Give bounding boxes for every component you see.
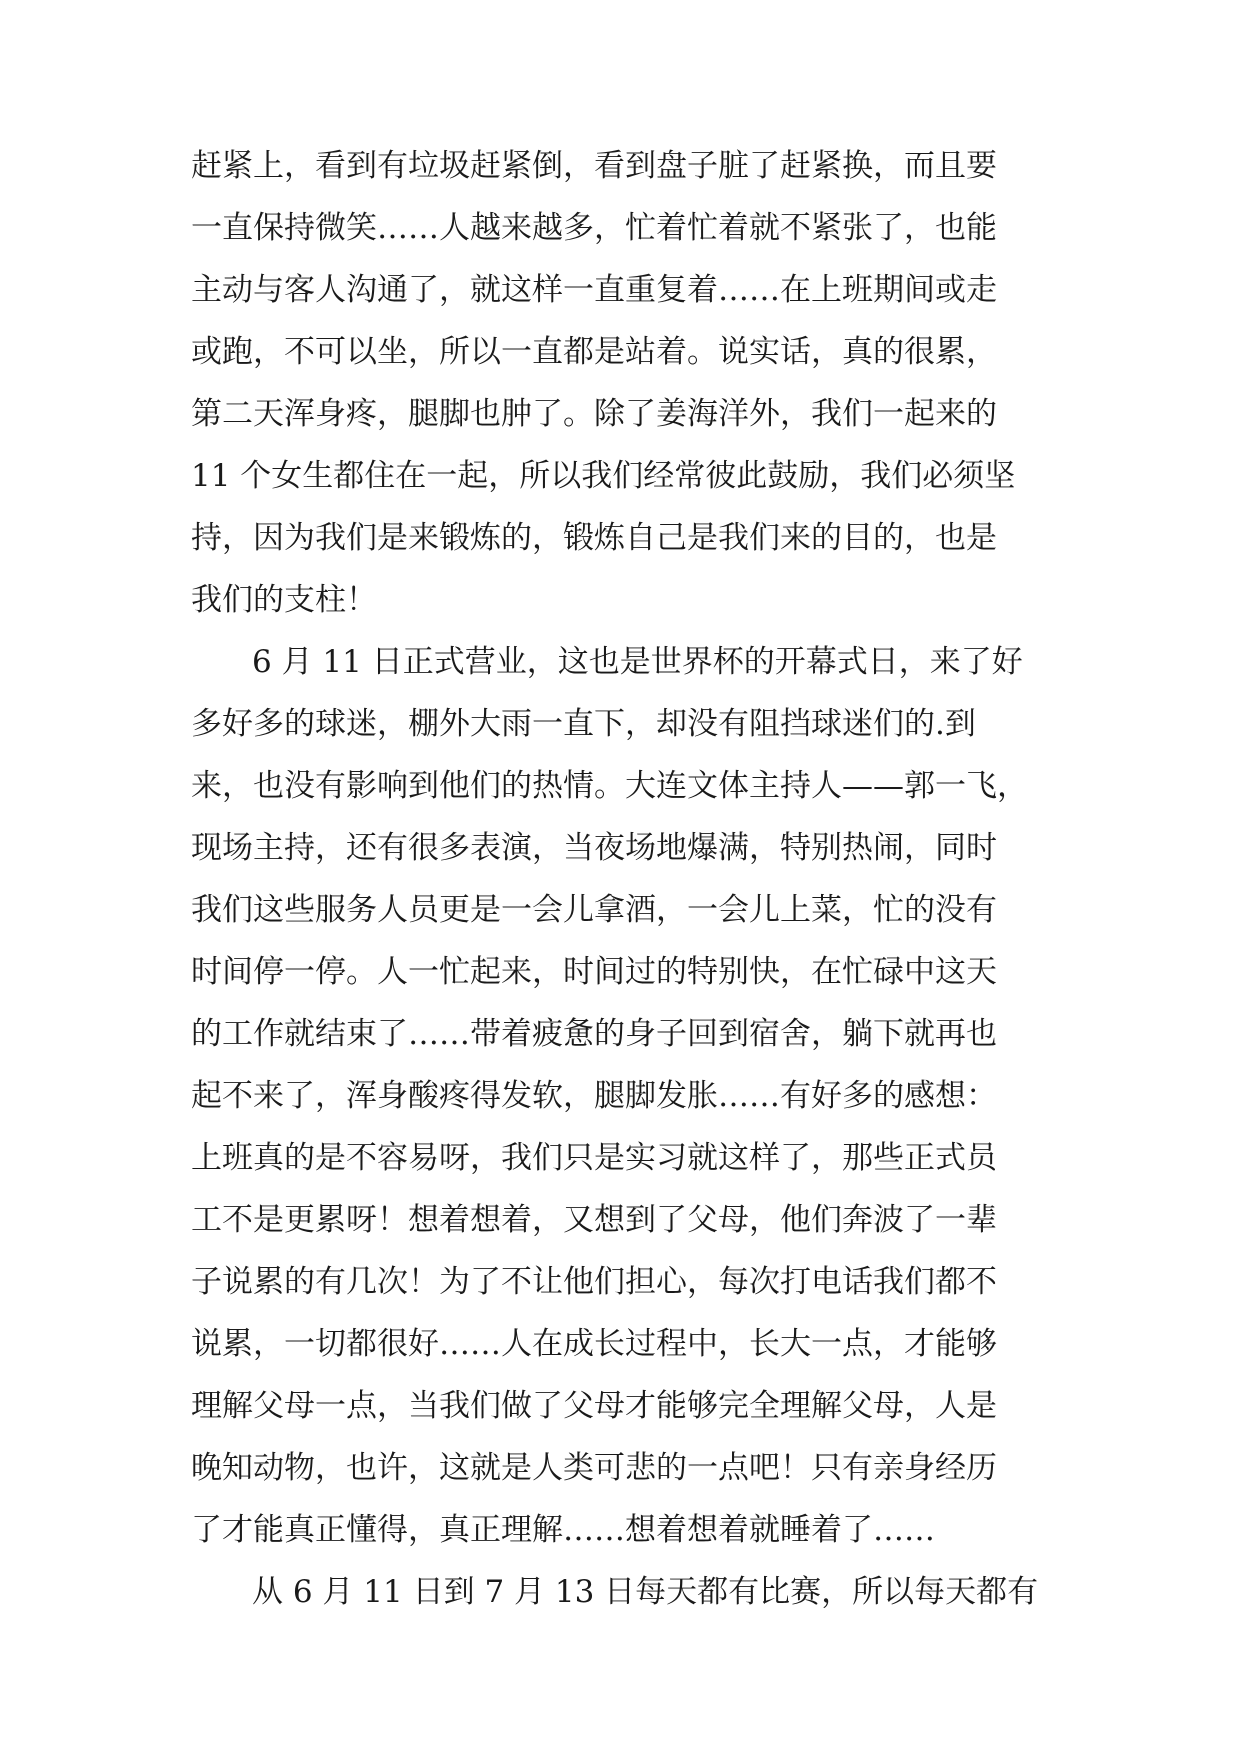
text-line: 赶紧上，看到有垃圾赶紧倒，看到盘子脏了赶紧换，而且要 <box>191 148 997 184</box>
text-line: 持，因为我们是来锻炼的，锻炼自己是我们来的目的，也是 <box>191 520 997 556</box>
text-line: 我们这些服务人员更是一会儿拿酒，一会儿上菜，忙的没有 <box>191 892 997 928</box>
text-line: 起不来了，浑身酸疼得发软，腿脚发胀……有好多的感想： <box>191 1078 997 1114</box>
text-line: 11 个女生都住在一起，所以我们经常彼此鼓励，我们必须坚 <box>191 458 1016 494</box>
text-line: 主动与客人沟通了，就这样一直重复着……在上班期间或走 <box>191 272 997 308</box>
text-line: 了才能真正懂得，真正理解……想着想着就睡着了…… <box>191 1512 935 1548</box>
text-line: 理解父母一点，当我们做了父母才能够完全理解父母，人是 <box>191 1388 997 1424</box>
text-line: 来，也没有影响到他们的热情。大连文体主持人——郭一飞， <box>191 768 1028 804</box>
text-line: 的工作就结束了……带着疲惫的身子回到宿舍，躺下就再也 <box>191 1016 997 1052</box>
text-line: 工不是更累呀！想着想着，又想到了父母，他们奔波了一辈 <box>191 1202 997 1238</box>
text-line: 上班真的是不容易呀，我们只是实习就这样了，那些正式员 <box>191 1140 997 1176</box>
text-line: 晚知动物，也许，这就是人类可悲的一点吧！只有亲身经历 <box>191 1450 997 1486</box>
paragraph-first-line: 从 6 月 11 日到 7 月 13 日每天都有比赛，所以每天都有 <box>252 1574 1039 1610</box>
text-line: 子说累的有几次！为了不让他们担心，每次打电话我们都不 <box>191 1264 997 1300</box>
text-line: 一直保持微笑……人越来越多，忙着忙着就不紧张了，也能 <box>191 210 997 246</box>
text-line: 我们的支柱！ <box>191 582 377 618</box>
paragraph-first-line: 6 月 11 日正式营业，这也是世界杯的开幕式日，来了好 <box>252 644 1023 680</box>
text-line: 或跑，不可以坐，所以一直都是站着。说实话，真的很累， <box>191 334 997 370</box>
text-line: 第二天浑身疼，腿脚也肿了。除了姜海洋外，我们一起来的 <box>191 396 997 432</box>
text-line: 时间停一停。人一忙起来，时间过的特别快，在忙碌中这天 <box>191 954 997 990</box>
text-line: 现场主持，还有很多表演，当夜场地爆满，特别热闹，同时 <box>191 830 997 866</box>
text-line: 说累，一切都很好……人在成长过程中，长大一点，才能够 <box>191 1326 997 1362</box>
text-line: 多好多的球迷，棚外大雨一直下，却没有阻挡球迷们的.到 <box>191 706 976 742</box>
